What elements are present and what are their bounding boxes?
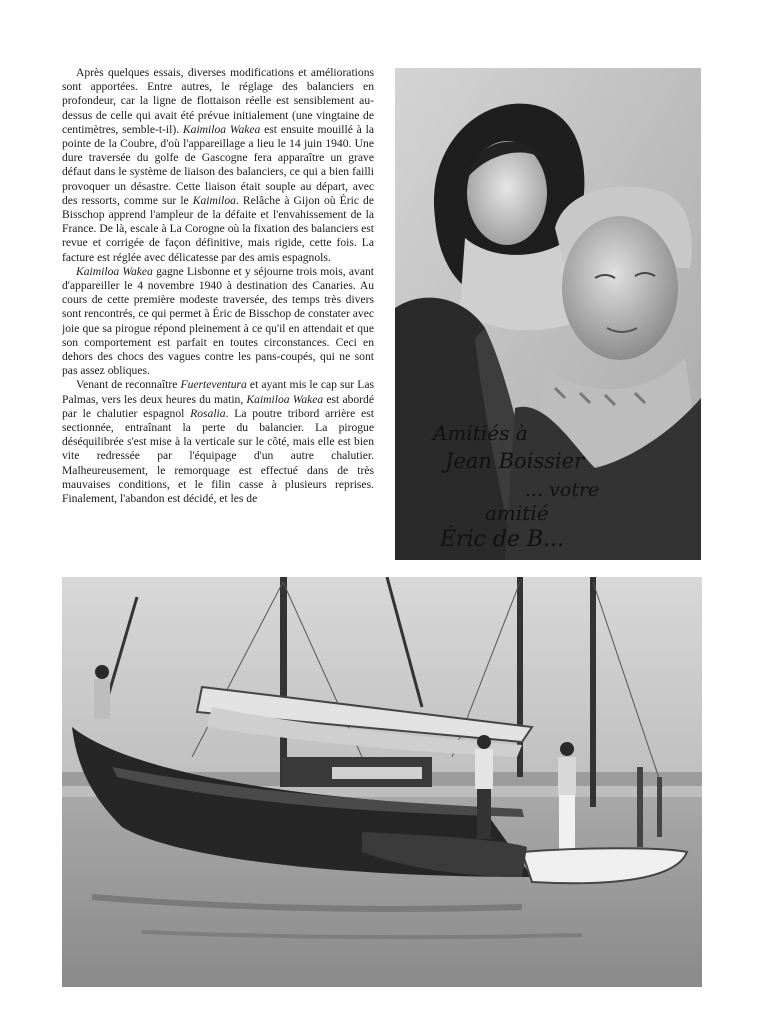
text-run: gagne Lisbonne et y séjourne trois mois, avant d'appareiller le 4 novembre 1940 à destination des Canaries. Au cours de cette première modeste traversée, des temps très divers sont rencontrés, ce qui permet à Éric de Bisschop de constater avec joie que sa pirogue répond pleinement à ce qu'il en attendait et que son comportement est parfait en toutes circonstances. Ceci en dehors des chocs des vagues contre les pans-coupés, qui ne sont pas assez obliques.: [62, 264, 374, 378]
text-run: est abordé par le chalutier espagnol: [62, 392, 374, 420]
italic-name: Kaimiloa Wakea: [182, 122, 261, 136]
article-text-column: [62, 66, 374, 564]
inscription-line-3: ... votre: [525, 479, 600, 501]
inscription-line-4: amitié: [485, 501, 549, 525]
portrait-photo: [395, 68, 701, 560]
italic-name: Fuerteventura: [180, 378, 247, 392]
text-run: . La poutre tribord arrière est sectionnée, entraînant la perte du balancier. La pirogue déséquilibrée s'est mise à la verticale sur le côté, mais elle est bien vite redressée par l'équipage d'un autre chalutier. Malheureusement, le remorquage est effectué dans de très mauvaises conditions, et le filin casse à plusieurs reprises. Finalement, l'abandon est décidé, et les de: [62, 406, 374, 506]
inscription-line-1: Amitiés à: [433, 421, 528, 445]
italic-name: Kaimiloa: [192, 193, 236, 207]
boat-photo: [62, 577, 702, 987]
italic-name: Rosalia: [190, 406, 226, 420]
text-run: . Relâche à Gijon où Éric de Bisschop apprend l'ampleur de la défaite et l'envahissement de la France. De là, escale à La Corogne où la fixation des balanciers est revue et corrigée de façon définitive, mais rigide, cette fois. La facture est réglée avec délicatesse par des amis espagnols.: [62, 193, 374, 264]
boat-photo-illustration: [62, 577, 702, 987]
article-paragraph-2: [62, 265, 374, 379]
inscription-line-5: Éric de B...: [440, 527, 565, 552]
italic-name: Kaimiloa Wakea: [76, 264, 153, 278]
article-paragraph-3: [62, 378, 374, 506]
text-run: et ayant mis le cap sur Las Palmas, vers les deux heures du matin,: [62, 378, 374, 406]
portrait-photo-illustration: [395, 68, 701, 560]
article-paragraph-1: [62, 66, 374, 265]
text-run: est ensuite mouillé à la pointe de la Coubre, d'où l'appareillage a lieu le 14 juin 1940. Une dure traversée du golfe de Gascogne fera apparaître un grave défaut dans le système de liaison des balanciers, ce qui a bien failli provoquer un désastre. Cette liaison était souple au départ, avec des ressorts, comme sur le: [62, 122, 374, 207]
inscription-line-2: Jean Boissier: [445, 449, 585, 473]
text-run: Venant de reconnaître: [76, 378, 181, 392]
italic-name: Kaimiloa Wakea: [246, 392, 324, 406]
text-run: Après quelques essais, diverses modifications et améliorations sont apportées. Entre autres, le réglage des balanciers en profondeur, car la ligne de flottaison réelle est sensiblement au-dessus de celle qui avait été prévue initialement (une vingtaine de centimètres, semble-t-il).: [62, 66, 374, 136]
